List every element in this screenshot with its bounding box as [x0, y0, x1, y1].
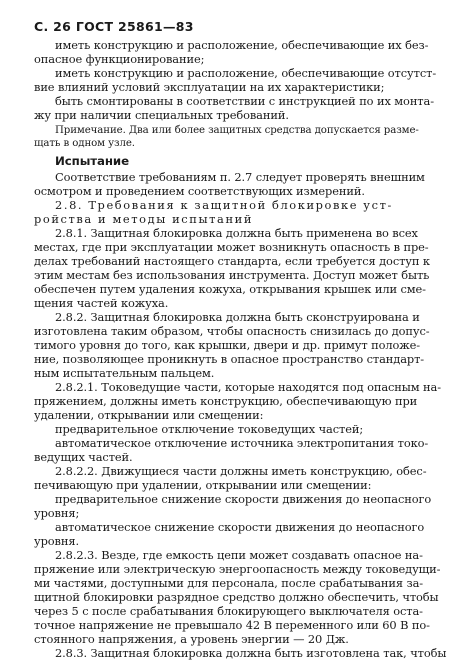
text-line: местах, где при эксплуатации может возникнуть опасность в пре-	[34, 240, 429, 254]
text-line: автоматическое снижение скорости движения до неопасного	[55, 520, 425, 534]
text-line: уровня.	[34, 534, 79, 548]
text-line: предварительное снижение скорости движения до неопасного	[55, 492, 432, 506]
text-line: опасное функционирование;	[34, 52, 205, 66]
text-line: вие влияний условий эксплуатации на их характеристики;	[34, 80, 385, 94]
text-line: 2.8.2.3. Везде, где емкость цепи может создавать опасное на-	[55, 548, 423, 562]
text-line: автоматическое отключение источника электропитания токо-	[55, 436, 429, 450]
text-line: Соответствие требованиям п. 2.7 следует проверять внешним	[55, 170, 425, 184]
text-line: изготовлена таким образом, чтобы опасность снизилась до допус-	[34, 324, 430, 338]
text-line: точное напряжение не превышало 42 В переменного или 60 В по-	[34, 618, 430, 632]
text-line: предварительное отключение токоведущих частей;	[55, 422, 364, 436]
text-line: этим местам без использования инструмента. Доступ может быть	[34, 268, 430, 282]
text-line: 2.8.2. Защитная блокировка должна быть сконструирована и	[55, 310, 420, 324]
text-line: 2.8.3. Защитная блокировка должна быть изготовлена так, чтобы	[55, 646, 447, 660]
section-heading: Испытание	[55, 154, 129, 168]
text-line: ведущих частей.	[34, 450, 133, 464]
text-line: печивающую при удалении, открывании или смещении:	[34, 478, 372, 492]
clause-heading: ройства и методы испытаний	[34, 212, 254, 226]
text-line: пряжение или электрическую энергоопасность между токоведущи-	[34, 562, 441, 576]
text-line: щитной блокировки разрядное средство должно обеспечить, чтобы	[34, 590, 439, 604]
text-line: пряжением, должны иметь конструкцию, обеспечивающую при	[34, 394, 418, 408]
text-line: иметь конструкцию и расположение, обеспечивающие их без-	[55, 38, 429, 52]
text-line: ным испытательным пальцем.	[34, 366, 215, 380]
text-line: тимого уровня до того, как крышки, двери и др. примут положе-	[34, 338, 421, 352]
text-line: уровня;	[34, 506, 80, 520]
text-line: обеспечен путем удаления кожуха, открывания крышек или сме-	[34, 282, 426, 296]
note-line: Примечание. Два или более защитных средства допускается разме-	[55, 125, 419, 136]
text-line: ми частями, доступными для персонала, после срабатывания за-	[34, 576, 424, 590]
text-line: стоянного напряжения, а уровень энергии — 20 Дж.	[34, 632, 349, 646]
text-line: иметь конструкцию и расположение, обеспечивающие отсутст-	[55, 66, 437, 80]
text-line: щения частей кожуха.	[34, 296, 169, 310]
clause-heading: 2.8. Требования к защитной блокировке уст-	[55, 198, 393, 212]
text-line: осмотром и проведением соответствующих измерений.	[34, 184, 365, 198]
text-line: 2.8.2.2. Движущиеся части должны иметь конструкцию, обес-	[55, 464, 427, 478]
text-line: жу при наличии специальных требований.	[34, 108, 289, 122]
text-line: 2.8.2.1. Токоведущие части, которые находятся под опасным на-	[55, 380, 441, 394]
text-line: удалении, открывании или смещении:	[34, 408, 264, 422]
text-line: быть смонтированы в соответствии с инструкцией по их монта-	[55, 94, 434, 108]
note-line: щать в одном узле.	[34, 138, 135, 149]
text-line: ние, позволяющее проникнуть в опасное пространство стандарт-	[34, 352, 425, 366]
page-header: С. 26 ГОСТ 25861—83	[34, 19, 194, 34]
text-line: 2.8.1. Защитная блокировка должна быть применена во всех	[55, 226, 418, 240]
text-line: через 5 с после срабатывания блокирующего выключателя оста-	[34, 604, 423, 618]
text-line: делах требований настоящего стандарта, если требуется доступ к	[34, 254, 430, 268]
